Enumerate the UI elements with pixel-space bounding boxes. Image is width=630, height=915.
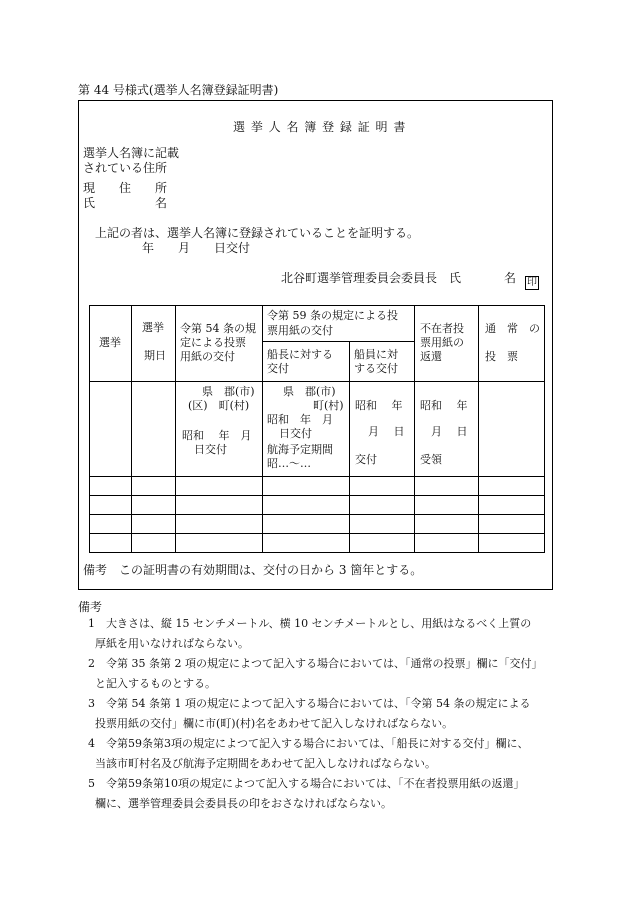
validity-remark: 備考 この証明書の有効期間は、交付の日から 3 箇年とする。 xyxy=(83,563,423,577)
record-table xyxy=(89,305,545,553)
header-captain-issue: 船長に対する 交付 xyxy=(263,342,350,382)
notes-title: 備考 xyxy=(78,600,103,614)
note-4-cont: 当該市町村名及び航海予定期間をあわせて記入しなければならない。 xyxy=(95,757,436,770)
row1-captain-cell: 県 郡(市) 町(村) 昭和 年 月 日交付 航海予定期間 昭…〜… xyxy=(263,382,350,477)
certify-text: 上記の者は、選挙人名簿に登録されていることを証明する。 xyxy=(95,226,420,240)
current-address-label: 現 住 所 xyxy=(83,181,168,195)
header-art54: 令第 54 条の規 定による投票 用紙の交付 xyxy=(176,306,263,382)
note-1-cont: 厚紙を用いなければならない。 xyxy=(95,637,249,650)
form-title: 選 挙 人 名 簿 登 録 証 明 書 xyxy=(233,120,407,134)
note-1: 1 大きさは、縦 15 センチメートル、横 10 センチメートルとし、用紙はなるべく上質の xyxy=(88,617,532,630)
seal-mark xyxy=(525,270,539,290)
seal-icon: 印 xyxy=(527,277,537,288)
header-election-date: 選挙 期日 xyxy=(132,306,176,382)
row1-absentee-cell: 昭和 年 月 日 受領 xyxy=(415,382,479,477)
note-2-cont: と記入するものとする。 xyxy=(95,677,216,690)
issue-date-line: 年 月 日交付 xyxy=(142,241,251,255)
table-row xyxy=(90,534,545,553)
header-crew-issue: 船員に対 する交付 xyxy=(350,342,415,382)
note-3-cont: 投票用紙の交付」欄に市(町)(村)名をあわせて記入しなければならない。 xyxy=(95,717,454,730)
issuer-name-label: 名 xyxy=(504,271,517,285)
row1-crew-cell: 昭和 年 月 日 交付 xyxy=(350,382,415,477)
table-row xyxy=(90,382,545,477)
table-row xyxy=(90,477,545,496)
address-label-line1: 選挙人名簿に記載 xyxy=(83,146,180,160)
note-3: 3 令第 54 条第 1 項の規定によつて記入する場合においては、「令第 54 条の規定による xyxy=(88,697,531,710)
form-number-heading: 第 44 号様式(選挙人名簿登録証明書) xyxy=(78,83,279,97)
note-5: 5 令第59条第10項の規定によつて記入する場合においては、「不在者投票用紙の返還」 xyxy=(88,777,525,790)
header-art59: 令第 59 条の規定による投 票用紙の交付 xyxy=(263,306,415,342)
header-election: 選挙 xyxy=(90,306,132,382)
note-5-cont: 欄に、選挙管理委員会委員長の印をおさなければならない。 xyxy=(95,797,392,810)
address-label-line2: されている住所 xyxy=(83,161,168,175)
table-row xyxy=(90,496,545,515)
row1-art54-cell: 県 郡(市) (区) 町(村) 昭和 年 月 日交付 xyxy=(176,382,263,477)
note-2: 2 令第 35 条第 2 項の規定によつて記入する場合においては、「通常の投票」欄に「交付」 xyxy=(88,657,543,670)
table-row xyxy=(90,515,545,534)
issuer-label: 北谷町選挙管理委員会委員長 氏 xyxy=(281,271,462,285)
note-4: 4 令第59条第3項の規定によつて記入する場合においては、「船長に対する交付」欄に、 xyxy=(88,737,529,750)
name-label: 氏 名 xyxy=(83,196,168,210)
header-absentee-return: 不在者投 票用紙の 返還 xyxy=(415,306,479,382)
header-normal-vote: 通 常 の 投 票 xyxy=(479,306,545,382)
